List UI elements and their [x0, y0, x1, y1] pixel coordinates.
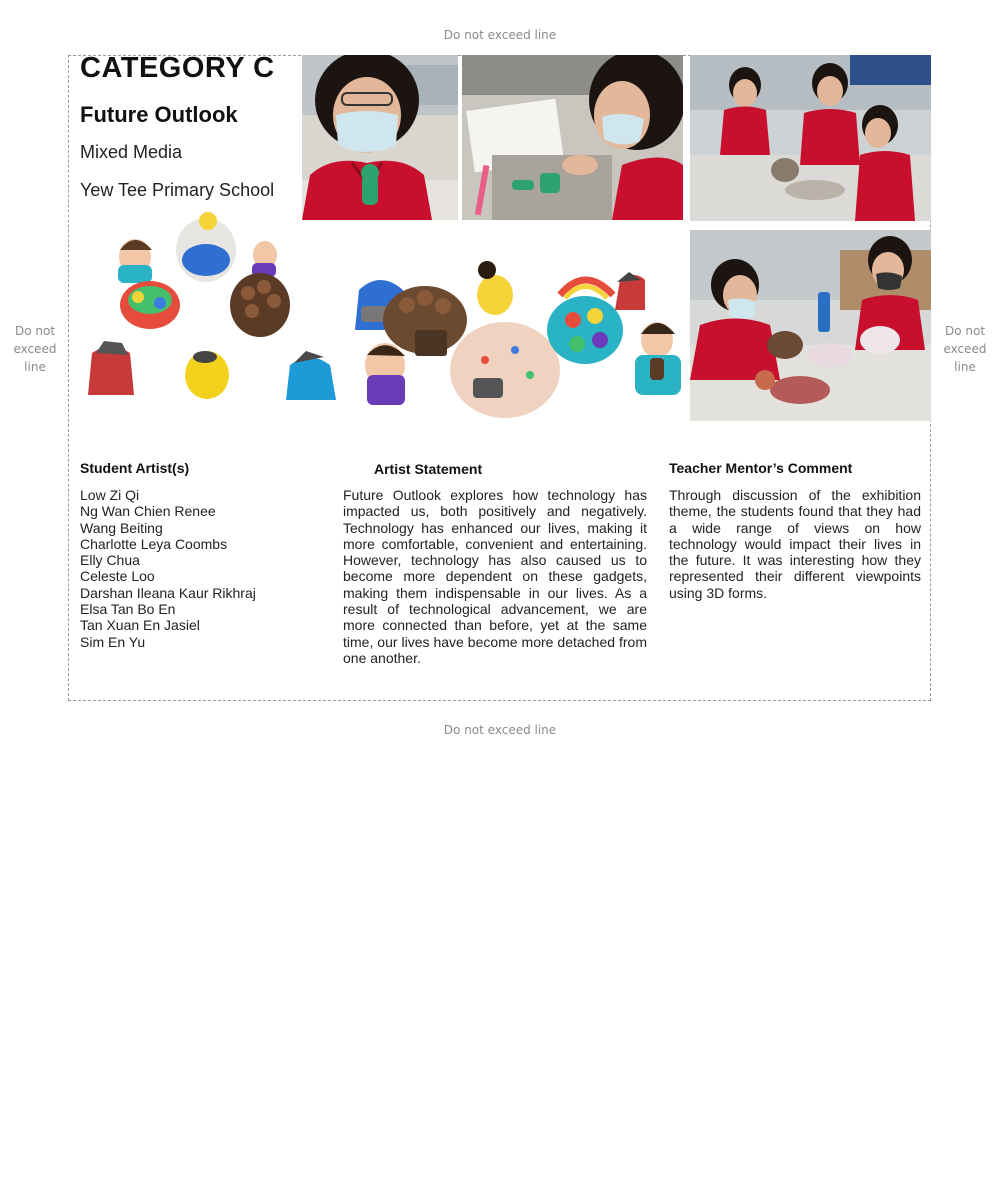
- artist-name: Elly Chua: [80, 552, 140, 569]
- guide-top-label: Do not exceed line: [443, 28, 557, 42]
- artist-statement-heading: Artist Statement: [374, 461, 483, 477]
- school-name: Yew Tee Primary School: [80, 180, 275, 200]
- student-artist-list: [80, 487, 256, 650]
- artist-name: Charlotte Leya Coombs: [80, 535, 228, 552]
- photo-teacher-with-students: [690, 230, 931, 421]
- artwork-title: Future Outlook: [80, 102, 238, 127]
- medium-label: Mixed Media: [80, 142, 183, 162]
- artist-name: Tan Xuan En Jasiel: [80, 617, 200, 634]
- teacher-comment-text: Through discussion of the exhibition theme, the students found that they had a wide range of views on how technology would impact their lives in the future. It was interesting how they represented their different viewpoints using 3D forms.: [669, 487, 921, 601]
- artist-name: Ng Wan Chien Renee: [80, 503, 216, 520]
- sculpture-group-right: [345, 250, 690, 420]
- photo-group-working: [690, 55, 931, 221]
- guide-right-label: Do not exceed line: [943, 324, 987, 374]
- artist-name: Sim En Yu: [80, 633, 146, 650]
- student-artists-heading: Student Artist(s): [80, 460, 190, 476]
- category-title: CATEGORY C: [80, 52, 275, 84]
- sculpture-group-left: [80, 205, 350, 420]
- teacher-comment-heading: Teacher Mentor’s Comment: [669, 460, 853, 476]
- guide-bottom-label: Do not exceed line: [443, 723, 557, 737]
- artist-name: Wang Beiting: [80, 519, 163, 536]
- artist-name: Darshan Ileana Kaur Rikhraj: [80, 584, 256, 601]
- artist-name: Elsa Tan Bo En: [80, 601, 176, 618]
- guide-left-label: Do not exceed line: [13, 324, 57, 374]
- artist-name: Celeste Loo: [80, 568, 155, 585]
- photo-student-sculpting: [462, 55, 683, 220]
- artist-statement-text: Future Outlook explores how technology has impacted us, both positively and negatively. Technology has enhanced our lives, making it more comfortable, convenient and entertaining. However, technology has also caused us to become more dependent on these gadgets, making them indispensable in our lives. As a result of technological advancement, we are more connected than before, yet at the same time, our lives have become more detached from one another.: [343, 487, 647, 666]
- photo-student-holding-sculpture: [302, 55, 458, 220]
- artist-name: Low Zi Qi: [80, 487, 140, 503]
